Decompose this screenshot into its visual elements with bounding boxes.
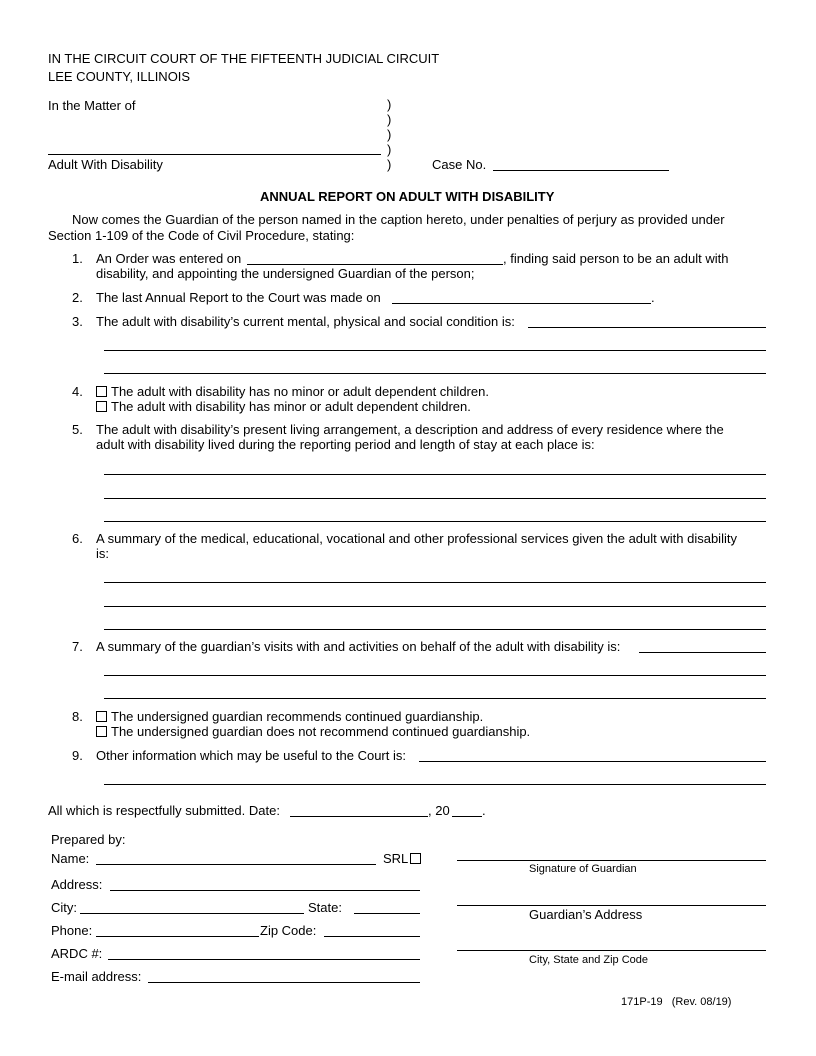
form-number: 171P-19 (Rev. 08/19)	[621, 996, 732, 1008]
phone-label: Phone:	[51, 923, 93, 938]
item1-text-b: , finding said person to be an adult with	[503, 251, 729, 266]
adult-label: Adult With Disability	[48, 157, 163, 172]
item2-text-b: .	[651, 290, 655, 305]
item-number: 8.	[72, 709, 83, 724]
prepared-by-label: Prepared by:	[51, 832, 126, 847]
caption-paren: )	[387, 112, 392, 127]
signature-label: Signature of Guardian	[529, 863, 637, 875]
services-line[interactable]	[104, 606, 766, 607]
checkbox[interactable]	[96, 726, 107, 737]
year-prefix: , 20	[428, 803, 450, 818]
city-state-zip-label: City, State and Zip Code	[529, 954, 649, 966]
item5-text-b: adult with disability lived during the reporting period and length of stay at each place is:	[96, 437, 595, 452]
city-field[interactable]	[80, 913, 304, 914]
other-info-line[interactable]	[419, 761, 766, 762]
visits-line[interactable]	[104, 698, 766, 699]
date-line[interactable]	[290, 816, 428, 817]
services-line[interactable]	[104, 582, 766, 583]
caption-paren: )	[387, 97, 392, 112]
item-number: 7.	[72, 639, 83, 654]
state-field[interactable]	[354, 913, 420, 914]
has-dependents-label: The adult with disability has minor or adult dependent children.	[111, 399, 471, 414]
case-no-line[interactable]	[493, 170, 669, 171]
item2-text-a: The last Annual Report to the Court was made on	[96, 290, 381, 305]
checkbox[interactable]	[96, 401, 107, 412]
county-name: LEE COUNTY, ILLINOIS	[48, 69, 191, 84]
address-field[interactable]	[110, 890, 420, 891]
not-recommend-option[interactable]	[96, 724, 530, 739]
city-label: City:	[51, 900, 77, 915]
item6-text-b: is:	[96, 546, 109, 561]
item-number: 1.	[72, 251, 83, 266]
intro-line-1: Now comes the Guardian of the person named in the caption hereto, under penalties of perjury as provided under	[72, 212, 725, 227]
not-recommend-label: The undersigned guardian does not recommend continued guardianship.	[111, 724, 531, 739]
item6-text-a: A summary of the medical, educational, vocational and other professional services given the adult with disability	[96, 531, 737, 546]
checkbox[interactable]	[96, 711, 107, 722]
residence-line[interactable]	[104, 498, 766, 499]
name-field[interactable]	[96, 864, 376, 865]
respondent-name-line[interactable]	[48, 154, 381, 155]
condition-line[interactable]	[104, 373, 766, 374]
item9-text: Other information which may be useful to the Court is:	[96, 748, 406, 763]
item-number: 3.	[72, 314, 83, 329]
zip-label: Zip Code:	[260, 923, 317, 938]
ardc-field[interactable]	[108, 959, 420, 960]
visits-line[interactable]	[639, 652, 766, 653]
submitted-text: All which is respectfully submitted. Date:	[48, 803, 280, 818]
condition-line[interactable]	[528, 327, 766, 328]
address-label: Address:	[51, 877, 103, 892]
email-field[interactable]	[148, 982, 420, 983]
intro-line-2: Section 1-109 of the Code of Civil Procedure, stating:	[48, 228, 355, 243]
year-line[interactable]	[452, 816, 482, 817]
state-label: State:	[308, 900, 342, 915]
residence-line[interactable]	[104, 521, 766, 522]
zip-field[interactable]	[324, 936, 420, 937]
email-label: E-mail address:	[51, 969, 142, 984]
residence-line[interactable]	[104, 474, 766, 475]
recommend-label: The undersigned guardian recommends continued guardianship.	[111, 709, 484, 724]
item-number: 6.	[72, 531, 83, 546]
guardian-address-label: Guardian’s Address	[529, 907, 643, 922]
item-number: 9.	[72, 748, 83, 763]
court-name: IN THE CIRCUIT COURT OF THE FIFTEENTH JUDICIAL CIRCUIT	[48, 51, 440, 66]
case-no-label: Case No.	[432, 157, 487, 172]
checkbox[interactable]	[96, 386, 107, 397]
ardc-label: ARDC #:	[51, 946, 103, 961]
item3-text: The adult with disability’s current mental, physical and social condition is:	[96, 314, 515, 329]
visits-line[interactable]	[104, 675, 766, 676]
item7-text: A summary of the guardian’s visits with and activities on behalf of the adult with disability is:	[96, 639, 621, 654]
submitted-period: .	[482, 803, 486, 818]
no-dependents-option[interactable]	[96, 384, 489, 399]
services-line[interactable]	[104, 629, 766, 630]
srl-label: SRL	[383, 851, 409, 866]
caption-paren: )	[387, 142, 392, 157]
guardian-address-line[interactable]	[457, 905, 766, 906]
signature-line[interactable]	[457, 860, 766, 861]
item5-text-a: The adult with disability’s present living arrangement, a description and address of every residence where the	[96, 422, 724, 437]
name-label: Name:	[51, 851, 90, 866]
order-date-line[interactable]	[247, 264, 503, 265]
caption-paren: )	[387, 157, 392, 172]
item1-text-a: An Order was entered on	[96, 251, 242, 266]
caption-paren: )	[387, 127, 392, 142]
phone-field[interactable]	[96, 936, 259, 937]
item-number: 2.	[72, 290, 83, 305]
item-number: 5.	[72, 422, 83, 437]
city-state-zip-line[interactable]	[457, 950, 766, 951]
item1-text-c: disability, and appointing the undersigned Guardian of the person;	[96, 266, 475, 281]
last-report-line[interactable]	[392, 303, 651, 304]
other-info-line[interactable]	[104, 784, 766, 785]
recommend-option[interactable]	[96, 709, 483, 724]
srl-checkbox[interactable]	[410, 853, 421, 864]
has-dependents-option[interactable]	[96, 399, 471, 414]
no-dependents-label: The adult with disability has no minor or adult dependent children.	[111, 384, 489, 399]
form-title: ANNUAL REPORT ON ADULT WITH DISABILITY	[260, 189, 555, 204]
matter-label: In the Matter of	[48, 98, 136, 113]
item-number: 4.	[72, 384, 83, 399]
condition-line[interactable]	[104, 350, 766, 351]
